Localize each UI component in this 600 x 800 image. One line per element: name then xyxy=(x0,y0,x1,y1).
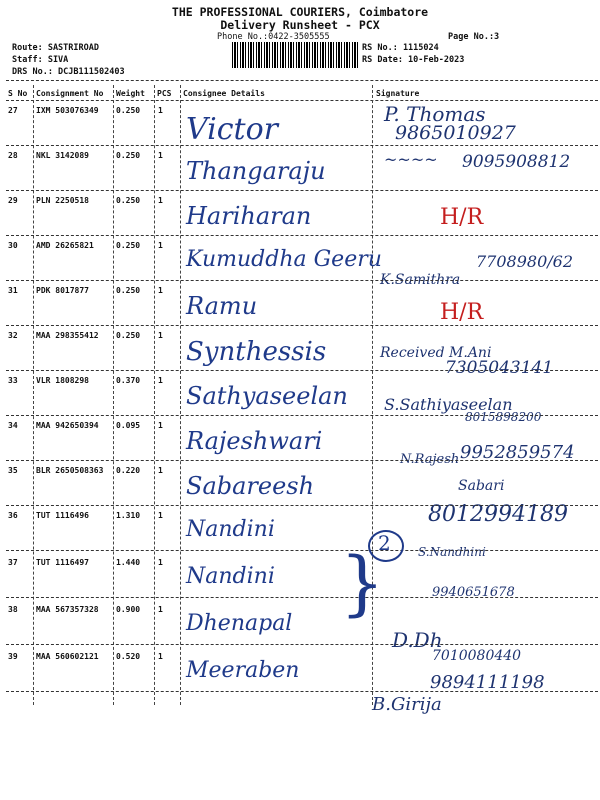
row-separator xyxy=(6,415,598,416)
row-consignment-no: IXM 503076349 xyxy=(36,106,99,115)
row-consignment-no: MAA 567357328 xyxy=(36,605,99,614)
row-consignment-no: VLR 1808298 xyxy=(36,376,89,385)
row-weight: 0.250 xyxy=(116,196,141,205)
row-signature: S.Nandhini xyxy=(418,545,486,559)
row-separator xyxy=(6,460,598,461)
row-pcs: 1 xyxy=(158,151,163,160)
row-separator xyxy=(6,145,598,146)
row-weight: 0.095 xyxy=(116,421,141,430)
row-sno: 39 xyxy=(8,652,18,661)
row-weight: 0.250 xyxy=(116,106,141,115)
row-signature: D.Dh xyxy=(392,628,443,652)
row-consignee-name: Rajeshwari xyxy=(186,427,323,455)
barcode xyxy=(232,42,358,68)
row-consignment-no: NKL 3142089 xyxy=(36,151,89,160)
row-sno: 34 xyxy=(8,421,18,430)
row-consignment-no: MAA 298355412 xyxy=(36,331,99,340)
row-consignment-no: PDK 8017877 xyxy=(36,286,89,295)
row-consignment-no: BLR 2650508363 xyxy=(36,466,104,475)
row-consignment-no: MAA 942650394 xyxy=(36,421,99,430)
row-consignment-no: MAA 560602121 xyxy=(36,652,99,661)
col-divider xyxy=(33,85,34,705)
drs-number: DRS No.: DCJB111502403 xyxy=(12,67,125,77)
row-consignee-name: Thangaraju xyxy=(186,157,326,185)
row-consignee-name: Kumuddha Geeru xyxy=(186,247,382,272)
top-rule xyxy=(6,80,598,81)
row-sno: 32 xyxy=(8,331,18,340)
row-pcs: 1 xyxy=(158,331,163,340)
row-signature-phone: 7010080440 xyxy=(432,648,522,664)
row-signature: N.Rajesh xyxy=(400,452,460,467)
row-pcs: 1 xyxy=(158,511,163,520)
col-divider xyxy=(113,85,114,705)
row-sno: 33 xyxy=(8,376,18,385)
page-number: Page No.:3 xyxy=(448,32,500,42)
row-signature: ~~~~ xyxy=(384,150,438,169)
row-consignee-name: Hariharan xyxy=(186,202,312,230)
row-separator xyxy=(6,370,598,371)
row-sno: 31 xyxy=(8,286,18,295)
row-signature-phone: 7305043141 xyxy=(445,358,554,378)
row-consignment-no: TUT 1116497 xyxy=(36,558,89,567)
row-separator xyxy=(6,280,598,281)
row-pcs: 1 xyxy=(158,106,163,115)
row-pcs: 1 xyxy=(158,421,163,430)
col-header-weight: Weight xyxy=(116,89,145,98)
row-consignment-no: PLN 2250518 xyxy=(36,196,89,205)
row-weight: 1.310 xyxy=(116,511,141,520)
sheet-title: Delivery Runsheet - PCX xyxy=(220,18,380,32)
col-divider xyxy=(180,85,181,705)
row-pcs: 1 xyxy=(158,466,163,475)
row-pcs: 1 xyxy=(158,652,163,661)
rs-date: RS Date: 10-Feb-2023 xyxy=(362,55,465,65)
row-signature: Received M.Ani xyxy=(380,345,492,361)
route-label: Route: SASTRIROAD xyxy=(12,43,99,53)
row-separator xyxy=(6,597,598,598)
row-pcs: 1 xyxy=(158,376,163,385)
row-signature-phone: 9865010927 xyxy=(395,122,516,144)
group-mark: 2 xyxy=(378,531,391,555)
row-signature: H/R xyxy=(440,205,484,230)
row-separator xyxy=(6,190,598,191)
row-pcs: 1 xyxy=(158,286,163,295)
row-consignee-name: Sabareesh xyxy=(186,472,315,500)
row-signature: S.Sathiyaseelan xyxy=(384,395,513,414)
row-sno: 36 xyxy=(8,511,18,520)
group-brace: } xyxy=(340,542,385,624)
row-weight: 0.250 xyxy=(116,241,141,250)
row-pcs: 1 xyxy=(158,605,163,614)
col-header-consignee: Consignee Details xyxy=(183,89,265,98)
row-consignee-name: Nandini xyxy=(186,517,275,542)
row-signature-phone: 8012994189 xyxy=(428,502,568,527)
row-signature: Sabari xyxy=(458,478,505,494)
row-weight: 0.250 xyxy=(116,331,141,340)
row-weight: 0.250 xyxy=(116,151,141,160)
row-sno: 35 xyxy=(8,466,18,475)
staff-label: Staff: SIVA xyxy=(12,55,69,65)
row-signature-phone: 9952859574 xyxy=(460,442,575,463)
row-sno: 30 xyxy=(8,241,18,250)
row-signature: 9894111198 xyxy=(430,672,545,693)
row-consignee-name: Dhenapal xyxy=(186,611,293,636)
row-signature-phone: 8015898200 xyxy=(465,410,542,424)
row-consignee-name: Victor xyxy=(186,112,278,147)
header-rule xyxy=(6,100,598,101)
row-consignee-name: Ramu xyxy=(186,292,258,320)
row-signature-phone: 7708980/62 xyxy=(476,252,574,271)
row-consignee-name: Sathyaseelan xyxy=(186,382,348,410)
row-separator xyxy=(6,644,598,645)
col-header-sno: S No xyxy=(8,89,28,98)
row-weight: 1.440 xyxy=(116,558,141,567)
company-name: THE PROFESSIONAL COURIERS, Coimbatore xyxy=(171,5,429,19)
row-pcs: 1 xyxy=(158,241,163,250)
col-divider xyxy=(154,85,155,705)
row-consignee-name: Synthessis xyxy=(186,337,327,367)
col-header-consignment: Consignment No xyxy=(36,89,104,98)
row-signature-phone: 9095908812 xyxy=(462,152,571,172)
row-weight: 0.370 xyxy=(116,376,141,385)
row-separator xyxy=(6,325,598,326)
row-consignment-no: TUT 1116496 xyxy=(36,511,89,520)
row-signature-phone: B.Girija xyxy=(372,694,442,715)
col-header-pcs: PCS xyxy=(157,89,172,98)
row-consignment-no: AMD 26265821 xyxy=(36,241,94,250)
row-separator xyxy=(6,691,598,692)
row-signature: 9940651678 xyxy=(432,585,515,600)
row-weight: 0.520 xyxy=(116,652,141,661)
row-signature: K.Samithra xyxy=(380,272,461,288)
row-pcs: 1 xyxy=(158,196,163,205)
row-signature: H/R xyxy=(440,300,484,325)
row-sno: 38 xyxy=(8,605,18,614)
row-separator xyxy=(6,235,598,236)
row-consignee-name: Meeraben xyxy=(186,658,300,683)
row-signature: P. Thomas xyxy=(384,102,486,126)
row-pcs: 1 xyxy=(158,558,163,567)
row-separator xyxy=(6,550,598,551)
row-weight: 0.900 xyxy=(116,605,141,614)
col-header-signature: Signature xyxy=(376,89,420,98)
row-consignee-name: Nandini xyxy=(186,564,275,589)
rs-number: RS No.: 1115024 xyxy=(362,43,439,53)
row-sno: 27 xyxy=(8,106,18,115)
phone-number: Phone No.:0422-3505555 xyxy=(217,32,330,42)
row-weight: 0.220 xyxy=(116,466,141,475)
row-weight: 0.250 xyxy=(116,286,141,295)
row-separator xyxy=(6,505,598,506)
row-sno: 37 xyxy=(8,558,18,567)
row-sno: 29 xyxy=(8,196,18,205)
row-sno: 28 xyxy=(8,151,18,160)
